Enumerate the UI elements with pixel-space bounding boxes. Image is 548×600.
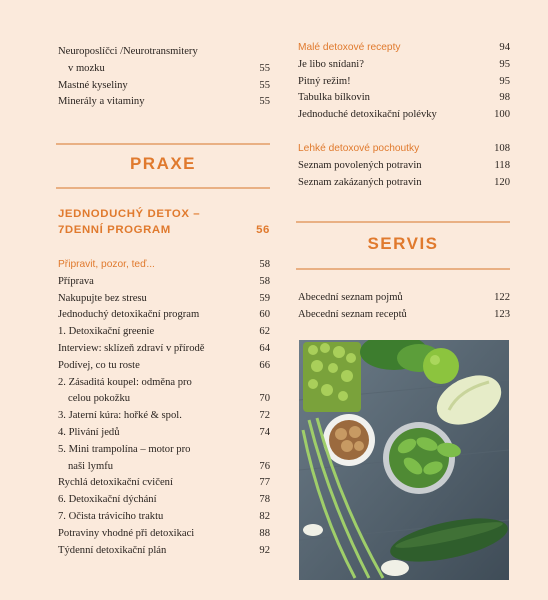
toc-entry [298,307,510,324]
toc-entry [298,290,510,307]
toc-entry-page: 55 [259,96,270,108]
toc-entry-title: 5. Mini trampolína – motor pro [58,443,191,455]
vegetables-photo [299,340,509,580]
toc-entry-page: 108 [494,143,510,154]
toc-entry-page: 64 [259,342,270,354]
toc-entry [298,57,510,74]
program-section [58,206,270,559]
toc-entry [58,475,270,492]
program-heading [58,206,270,238]
toc-entry-title: v mozku [68,62,105,74]
toc-entry-page: 62 [259,326,270,338]
toc-entry [58,509,270,526]
toc-entry-title: Jednoduchý detoxikační program [58,309,200,321]
toc-entry-page: 123 [494,308,510,320]
toc-group-snacks [298,141,510,191]
toc-entry-title: Rychlá detoxikační cvičení [58,477,173,489]
toc-entry-page: 77 [259,477,270,489]
toc-entry [58,341,270,358]
toc-entry [58,408,270,425]
toc-group-top [58,44,270,111]
toc-entry-page: 100 [494,109,510,121]
toc-entry [58,358,270,375]
toc-entry-title: 2. Zásaditá koupel: odměna pro [58,376,192,388]
toc-entry-title: Neuroposlíčci /Neurotransmitery [58,46,198,57]
toc-entry [58,442,270,459]
servis-title: SERVIS [367,234,439,253]
toc-entry-title: Minerály a vitaminy [58,96,145,108]
toc-entry-page: 88 [259,527,270,539]
toc-entry [58,375,270,392]
toc-entry [298,107,510,124]
toc-entry-title: Seznam zakázaných potravin [298,176,422,188]
toc-entry [58,291,270,308]
toc-entry [58,307,270,324]
toc-entry-page: 94 [499,42,510,53]
toc-entry-title: Pitný režim! [298,75,351,87]
toc-entry-page: 98 [499,92,510,104]
praxe-rule-bottom [56,187,270,189]
servis-rule-top [296,221,510,223]
program-items [58,257,270,559]
toc-entry-title: 6. Detoxikační dýchání [58,494,157,506]
toc-entry-title: Jednoduché detoxikační polévky [298,109,437,121]
toc-entry [298,74,510,91]
toc-entry-page: 66 [259,359,270,371]
praxe-rule-top [56,143,270,145]
toc-entry-title: 3. Jaterní kúra: hořké & spol. [58,410,182,422]
toc-entry [58,324,270,341]
toc-entry-title: Abecední seznam receptů [298,308,407,320]
toc-entry [298,40,510,57]
toc-entry-page: 78 [259,494,270,506]
toc-entry [58,459,270,476]
toc-entry [58,78,270,95]
toc-entry [58,526,270,543]
program-heading-line1: JEDNODUCHÝ DETOX – [58,208,201,220]
toc-entry-title: Tabulka bílkovin [298,92,370,104]
servis-section [298,290,510,324]
toc-entry-title: 4. Plivání jedů [58,426,120,438]
toc-entry-title: Mastné kyseliny [58,79,128,91]
toc-entry [58,61,270,78]
toc-entry [298,141,510,158]
toc-entry-title: 1. Detoxikační greenie [58,326,155,338]
toc-entry-page: 70 [259,393,270,405]
toc-entry-title: Připravit, pozor, teď... [58,259,155,270]
toc-entry-page: 74 [259,426,270,438]
toc-entry [58,44,270,61]
toc-entry-page: 72 [259,410,270,422]
praxe-title: PRAXE [129,154,197,173]
toc-entry-title: Nakupujte bez stresu [58,292,147,304]
toc-entry-page: 55 [259,79,270,91]
toc-entry-title: Lehké detoxové pochoutky [298,143,420,154]
toc-entry-page: 122 [494,292,510,303]
toc-entry-title: Seznam povolených potravin [298,159,422,171]
toc-entry-title: Podívej, co tu roste [58,359,140,371]
toc-entry-title: Je libo snídani? [298,58,364,70]
toc-entry [58,391,270,408]
toc-entry [58,492,270,509]
program-heading-line2: 7DENNÍ PROGRAM [58,224,171,236]
toc-entry-page: 92 [259,544,270,556]
program-heading-page: 56 [256,224,270,236]
toc-entry-page: 60 [259,309,270,321]
toc-entry-title: 7. Očista trávicího traktu [58,510,164,522]
toc-entry-title: naši lymfu [68,460,114,472]
toc-entry-title: Potraviny vhodné při detoxikaci [58,527,195,539]
toc-entry-title: Týdenní detoxikační plán [58,544,167,556]
toc-entry [298,175,510,192]
toc-entry [298,90,510,107]
servis-items [298,290,510,324]
toc-entry-page: 82 [259,510,270,522]
servis-rule-bottom [296,268,510,270]
toc-entry-page: 59 [259,292,270,304]
toc-entry [58,425,270,442]
toc-entry [298,158,510,175]
toc-entry-page: 55 [259,62,270,74]
toc-entry-page: 58 [259,259,270,270]
toc-entry-page: 76 [259,460,270,472]
toc-entry-title: Interview: sklízeň zdraví v přírodě [58,342,205,354]
toc-group-recipes [298,40,510,124]
toc-entry-title: Abecední seznam pojmů [298,292,403,303]
toc-entry-title: Malé detoxové recepty [298,42,401,53]
toc-entry [58,257,270,274]
toc-entry-page: 58 [259,275,270,287]
toc-entry-page: 118 [494,159,510,171]
toc-entry [58,543,270,560]
toc-entry [58,274,270,291]
toc-entry-page: 95 [499,58,510,70]
toc-entry-title: celou pokožku [68,393,131,405]
toc-entry-page: 95 [499,75,510,87]
toc-entry-title: Příprava [58,275,94,287]
toc-entry-page: 120 [494,176,510,188]
toc-entry [58,94,270,111]
